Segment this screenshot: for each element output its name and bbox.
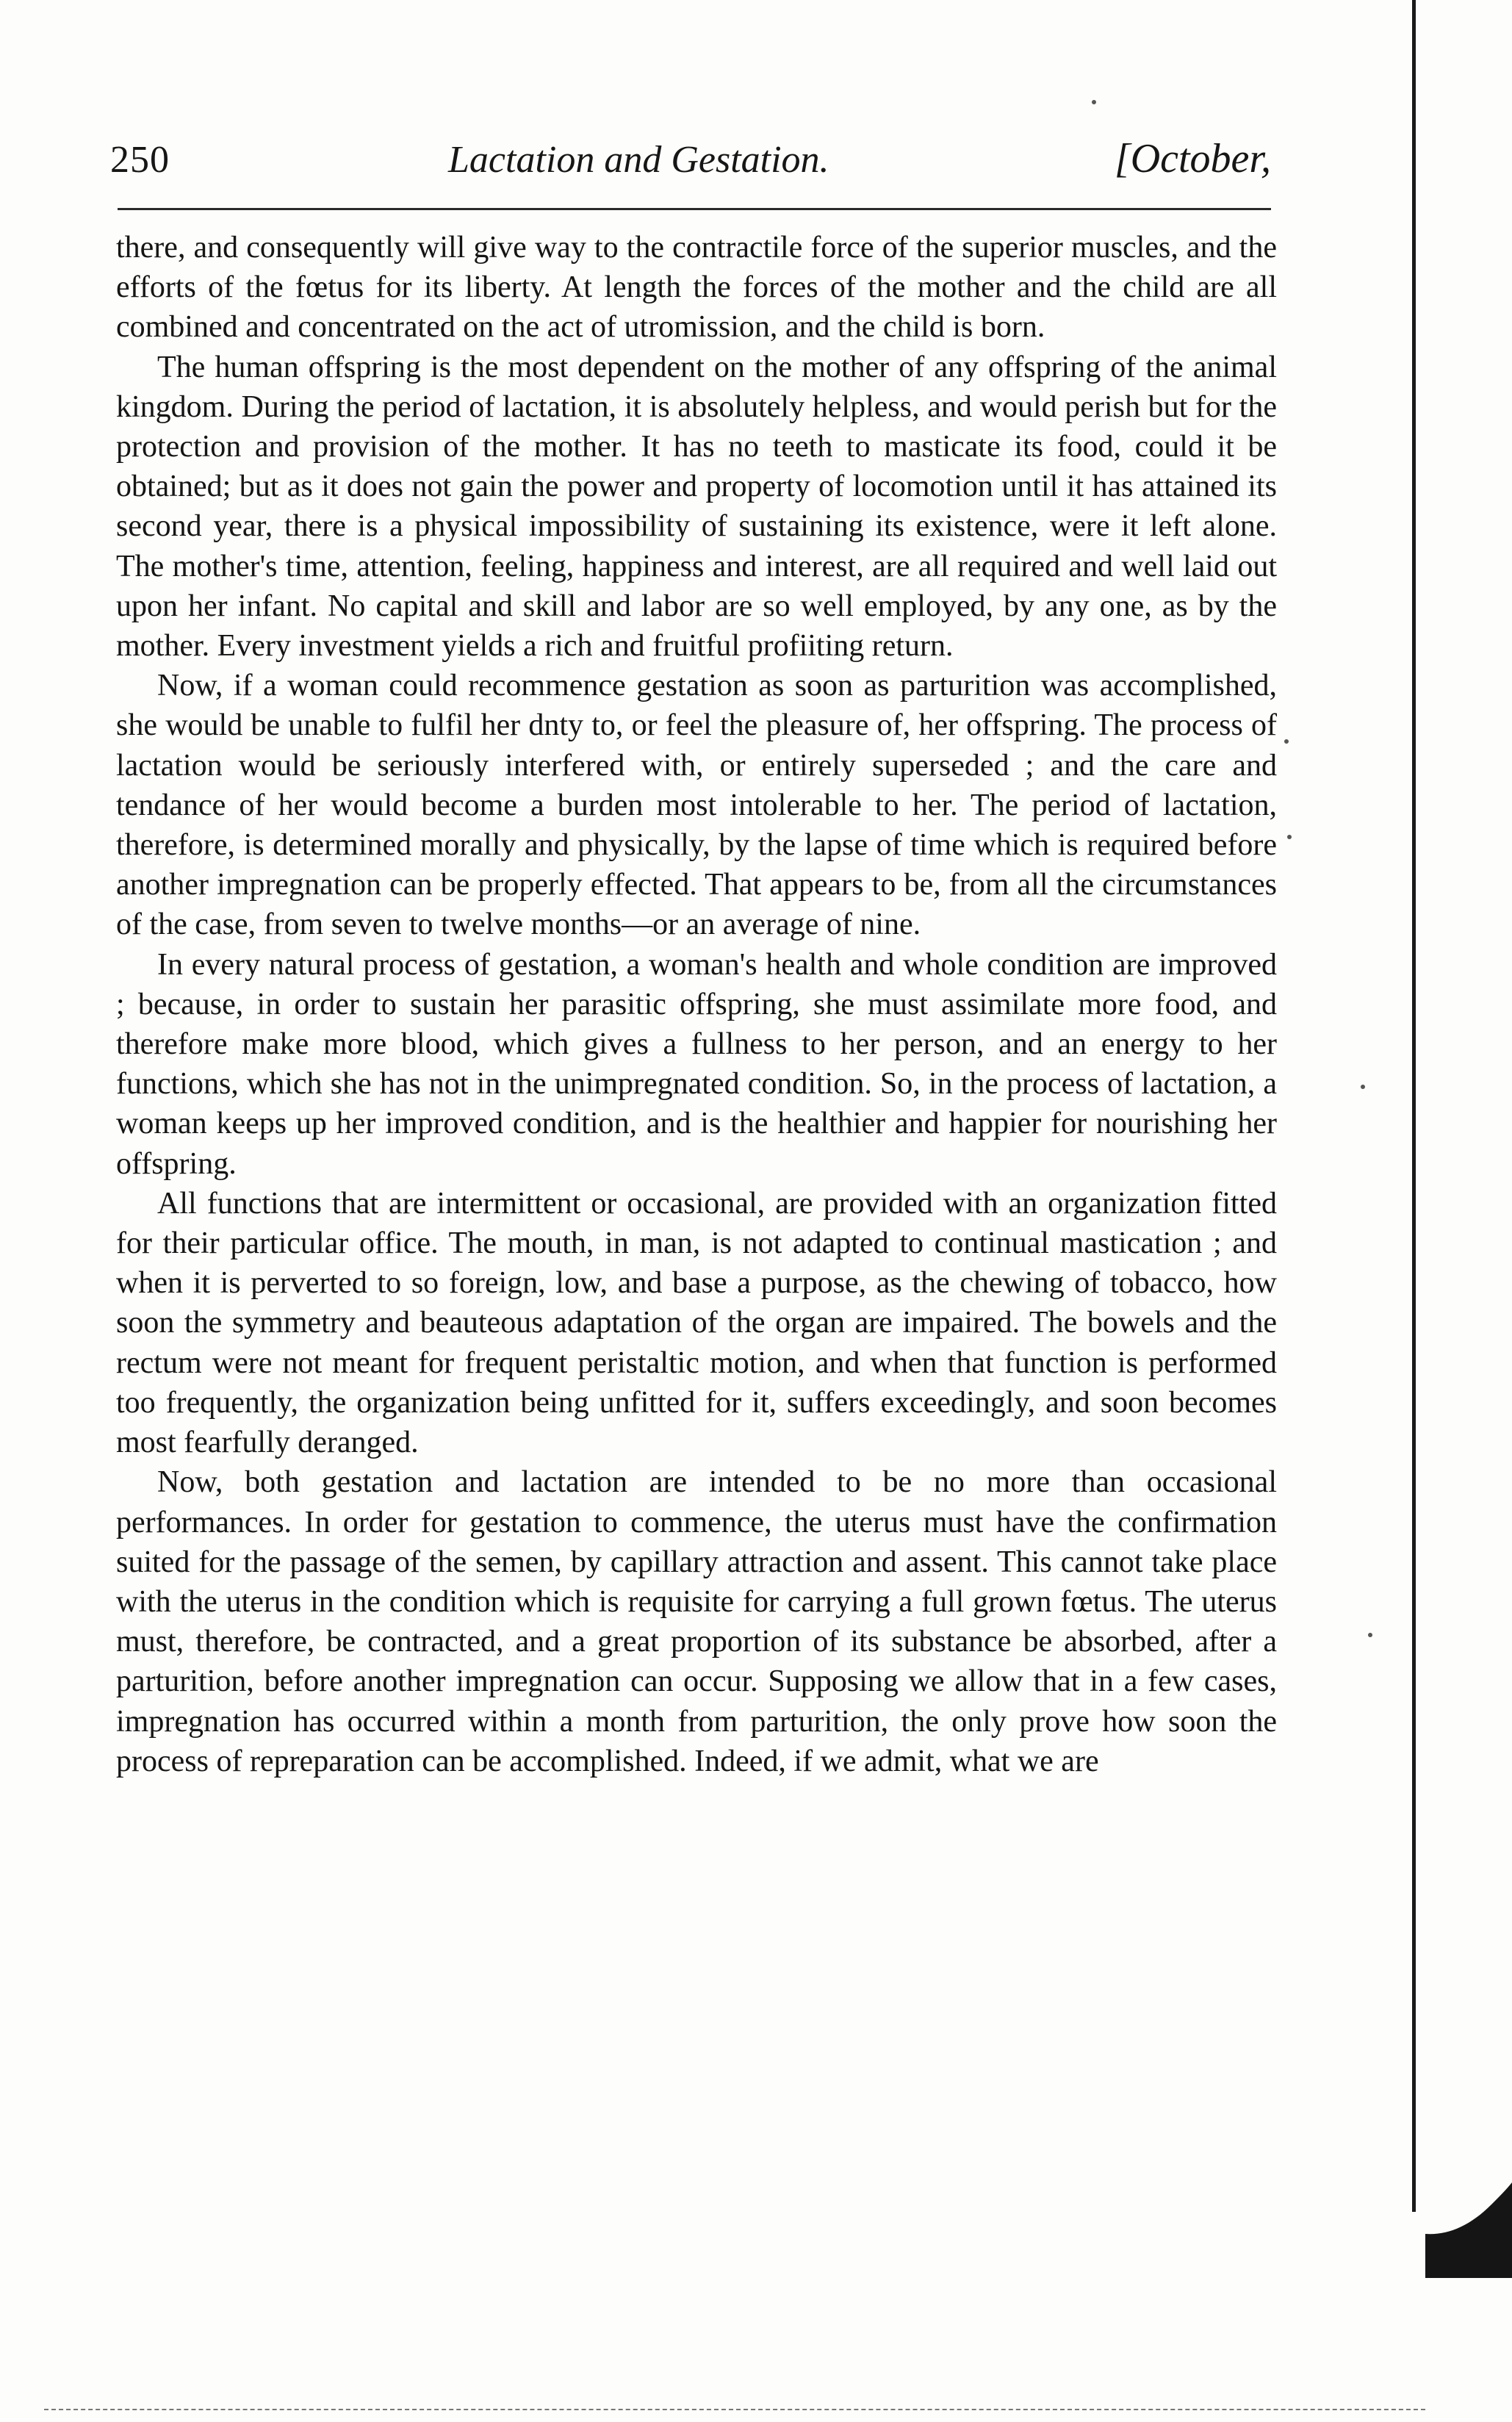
bottom-edge-rule bbox=[44, 2409, 1425, 2410]
paragraph: In every natural process of gestation, a woman's health and whole condition are improved ; because, in order to sustain her parasitic offspring, she must assimilate more food, and therefore make more blood, which gives a fullness to her person, and an energy to her functions, which she has not in the unimpregnated condition. So, in the process of lactation, a woman keeps up her improved condition, and is the healthier and happier for nourishing her offspring. bbox=[116, 947, 1277, 1181]
page-number: 250 bbox=[110, 139, 170, 181]
page-curl-shadow bbox=[1425, 2182, 1512, 2278]
page-gutter-edge bbox=[1412, 0, 1416, 2212]
running-head bbox=[110, 131, 1271, 190]
ink-speck bbox=[1287, 835, 1292, 839]
ink-speck bbox=[1368, 1633, 1372, 1637]
paragraph: Now, if a woman could recommence gestation as soon as parturition was accomplished, she would be unable to fulfil her dnty to, or feel the pleasure of, her offspring. The process of lactation would be seriously interfered with, or entirely superseded ; and the care and tendance of her would become a burden most intolerable to her. The period of lactation, therefore, is determined morally and physically, by the lapse of time which is required before another impregnation can be properly effected. That appears to be, from all the circumstances of the case, from seven to twelve months—or an average of nine. bbox=[116, 669, 1277, 942]
ink-speck bbox=[1092, 100, 1096, 104]
paragraph: Now, both gestation and lactation are intended to be no more than occasional performances. In order for gestation to commence, the uterus must have the confirmation suited for the passage of the semen, by capillary attraction and assent. This cannot take place with the uterus in the condition which is requisite for carrying a full grown fœtus. The uterus must, therefore, be contracted, and a great proportion of its substance be absorbed, after a parturition, before another impregnation can occur. Supposing we allow that in a few cases, impregnation has occurred within a month from parturition, the only prove how soon the process of repreparation can be accomplished. Indeed, if we admit, what we are bbox=[116, 1465, 1277, 1778]
paragraph: The human offspring is the most dependent on the mother of any offspring of the animal kingdom. During the period of lactation, it is absolutely helpless, and would perish but for the protection and provision of the mother. It has no teeth to masticate its food, could it be obtained; but as it does not gain the power and property of locomotion until it has attained its second year, there is a physical impossibility of sustaining its existence, were it left alone. The mother's time, attention, feeling, happiness and interest, are all required and well laid out upon her infant. No capital and skill and labor are so well employed, by any one, as by the mother. Every investment yields a rich and fruitful profiiting return. bbox=[116, 350, 1277, 664]
ink-speck bbox=[1361, 1085, 1365, 1089]
header-rule bbox=[118, 208, 1271, 210]
paragraph: there, and consequently will give way to the contractile force of the superior muscles, and the efforts of the fœtus for its liberty. At length the forces of the mother and the child are all combined and concentrated on the act of utromission, and the child is born. bbox=[116, 231, 1277, 345]
ink-speck bbox=[1284, 739, 1289, 744]
paragraph: All functions that are intermittent or occasional, are provided with an organization fitted for their particular office. The mouth, in man, is not adapted to continual mastication ; and when it is perverted to so foreign, low, and base a purpose, as the chewing of tobacco, how soon the symmetry and beauteous adaptation of the organ are impaired. The bowels and the rectum were not meant for frequent peristaltic motion, and when that function is performed too frequently, the organization being unfitted for it, suffers exceedingly, and soon becomes most fearfully deranged. bbox=[116, 1186, 1277, 1460]
running-month: [October, bbox=[1114, 136, 1271, 182]
body-text bbox=[116, 228, 1277, 1781]
running-title: Lactation and Gestation. bbox=[448, 139, 829, 181]
